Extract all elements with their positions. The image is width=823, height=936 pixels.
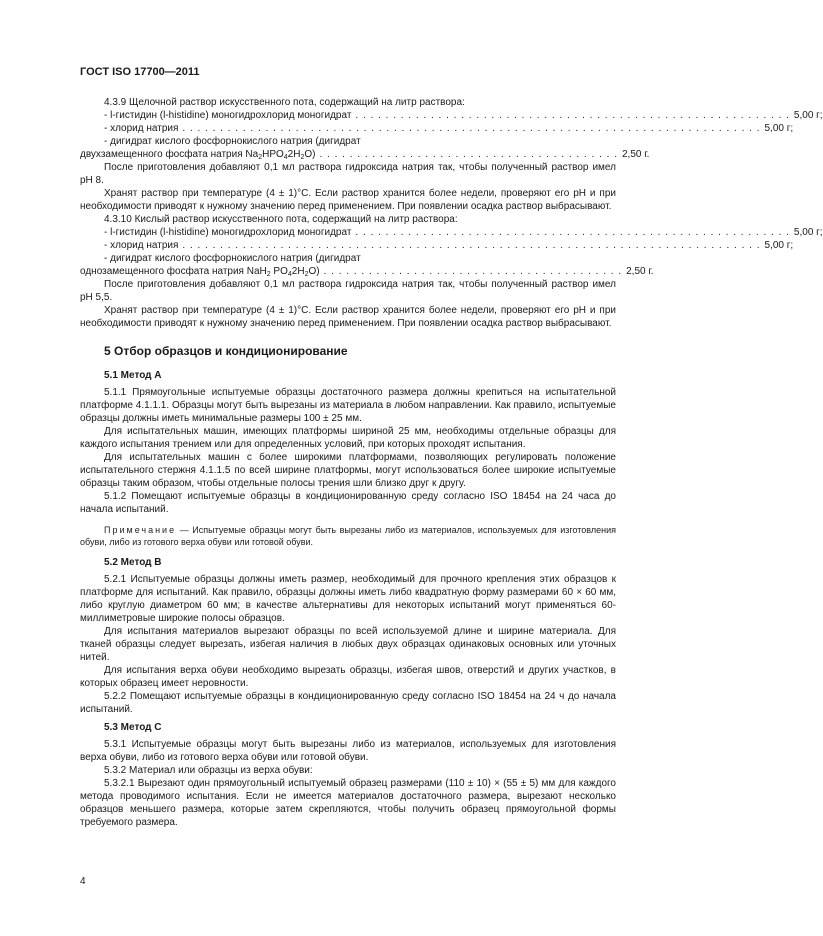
document-page [80,0,823,936]
clause-4-3-9-intro: 4.3.9 Щелочной раствор искусственного пота, содержащий на литр раствора: [104,97,465,108]
subsection-heading: 5.2 Метод В [104,557,162,568]
ingredient-value: 5,00 г; [793,227,823,238]
ingredient-label: - l-гистидин (l-histidine) моногидрохлорид моногидрат [104,227,352,238]
paragraph: 5.3.1 Испытуемые образцы могут быть вырезаны либо из материалов, используемых для изготовления верха обуви, либо из готового верха обуви или готовой обуви. [80,739,616,763]
ingredient-value: 5,00 г; [764,123,794,134]
document-header: ГОСТ ISO 17700—2011 [80,66,200,78]
paragraph: Для испытательных машин с более широкими платформами, позволяющих регулировать положение испытательного стержня 4.1.1.5 по всей ширине платформы, могут использоваться более широкие испытуемые образцы таким образом, чтобы отдельные полосы трения шли близко друг к другу. [80,452,616,489]
paragraph: После приготовления добавляют 0,1 мл раствора гидроксида натрия так, чтобы полученный раствор имел рН 5,5. [80,279,616,303]
ingredient-row [80,239,794,252]
section-heading: 5 Отбор образцов и кондиционирование [104,344,348,358]
paragraph: Для испытания верха обуви необходимо вырезать образцы, избегая швов, отверстий и других участков, в которых образец имеет неровности. [80,665,616,689]
ingredient-value: 5,00 г; [793,110,823,121]
leader-dots: . . . . . . . . . . . . . . . . . . . . . . . . . . . . . . . . . . . . . . . . . . . . . . . . . . . . . . . . . . [355,110,790,121]
leader-dots: . . . . . . . . . . . . . . . . . . . . . . . . . . . . . . . . . . . . . . . . . . . . . . . . . . . . . . . . . . . . . . . . . . . . . . . . . . . . . [182,123,761,134]
paragraph: 5.1.1 Прямоугольные испытуемые образцы достаточного размера должны крепиться на испытательной платформе 4.1.1.1. Образцы могут быть вырезаны из материала в любом направлении. Как правило, испытуемые образцы должны иметь минимальные размеры 100 ± 25 мм. [80,387,616,424]
ingredient-row [80,265,654,278]
paragraph: 5.2.1 Испытуемые образцы должны иметь размер, необходимый для прочного крепления этих образцов к платформе для испытаний. Как правило, образцы должны иметь либо квадратную форму размерами 60 × 60 мм, либо круглую диаметром 60 мм; в качестве альтернативы для некоторых испытаний могут применяться 60-миллиметровые широкие полосы образцов. [80,574,616,624]
ingredient-label: - l-гистидин (l-histidine) моногидрохлорид моногидрат [104,110,352,121]
leader-dots: . . . . . . . . . . . . . . . . . . . . . . . . . . . . . . . . . . . . . . . . [319,149,618,160]
paragraph: 5.3.2 Материал или образцы из верха обуви: [104,765,313,776]
subsection-heading: 5.3 Метод С [104,722,162,733]
note-label: Примечание [104,525,177,535]
note [80,524,616,548]
paragraph: После приготовления добавляют 0,1 мл раствора гидроксида натрия так, чтобы полученный раствор имел рН 8. [80,162,616,186]
ingredient-value: 5,00 г; [764,240,794,251]
ingredient-label: - дигидрат кислого фосфорнокислого натрия (дигидрат [104,136,361,147]
ingredient-label: однозамещенного фосфата натрия NaH$_2$ $PO_42H_2O$) [80,266,320,278]
ingredient-row [80,122,794,135]
ingredient-row [80,109,823,122]
ingredient-row [80,226,823,239]
page-number: 4 [80,876,86,887]
ingredient-label: двухзамещенного фосфата натрия $Na_2HPO_42H_2O$) [80,149,316,161]
clause-4-3-10-intro: 4.3.10 Кислый раствор искусственного пота, содержащий на литр раствора: [104,214,458,225]
document-body [80,96,823,829]
paragraph: 5.1.2 Помещают испытуемые образцы в кондиционированную среду согласно ISO 18454 на 24 часа до начала испытаний. [80,491,616,515]
leader-dots: . . . . . . . . . . . . . . . . . . . . . . . . . . . . . . . . . . . . . . . . . . . . . . . . . . . . . . . . . . [355,227,790,238]
ingredient-label: - хлорид натрия [104,123,179,134]
leader-dots: . . . . . . . . . . . . . . . . . . . . . . . . . . . . . . . . . . . . . . . . . . . . . . . . . . . . . . . . . . . . . . . . . . . . . . . . . . . . . [182,240,761,251]
ingredient-value: 2,50 г. [626,266,654,277]
paragraph: Для испытания материалов вырезают образцы по всей используемой длине и ширине материала. Для тканей образцы следует вырезать, избегая наличия в любых двух образцах одинаковых основных или уточных нитей. [80,626,616,663]
note-text: — Испытуемые образцы могут быть вырезаны либо из материалов, используемых для изготовления обуви, либо из готового верха обуви или готовой обуви. [80,525,616,547]
ingredient-row [80,148,650,161]
subsection-heading: 5.1 Метод А [104,370,162,381]
ingredient-label: - хлорид натрия [104,240,179,251]
leader-dots: . . . . . . . . . . . . . . . . . . . . . . . . . . . . . . . . . . . . . . . . [323,266,623,277]
paragraph: Хранят раствор при температуре (4 ± 1)°С. Если раствор хранится более недели, проверяют его рН и при необходимости приводят к нужному значению перед применением. При появлении осадка раствор выбрасывают. [80,188,616,212]
paragraph: 5.3.2.1 Вырезают один прямоугольный испытуемый образец размерами (110 ± 10) × (55 ± 5) мм для каждого метода проводимого испытания. Если не имеется материалов достаточного размера, вырезают несколько образцов меньшего размера, которые затем скрепляются, чтобы получить образец прямоугольной формы требуемого размера. [80,778,616,828]
paragraph: Для испытательных машин, имеющих платформы шириной 25 мм, необходимы отдельные образцы для каждого испытания трением или для определенных условий, при которых проходят испытания. [80,426,616,450]
ingredient-value: 2,50 г. [621,149,650,160]
paragraph: Хранят раствор при температуре (4 ± 1)°С. Если раствор хранится более недели, проверяют его рН и при необходимости приводят к нужному значению перед применением. При появлении осадка раствор выбрасывают. [80,305,616,329]
paragraph: 5.2.2 Помещают испытуемые образцы в кондиционированную среду согласно ISO 18454 на 24 ч до начала испытаний. [80,691,616,715]
ingredient-label: - дигидрат кислого фосфорнокислого натрия (дигидрат [104,253,361,264]
